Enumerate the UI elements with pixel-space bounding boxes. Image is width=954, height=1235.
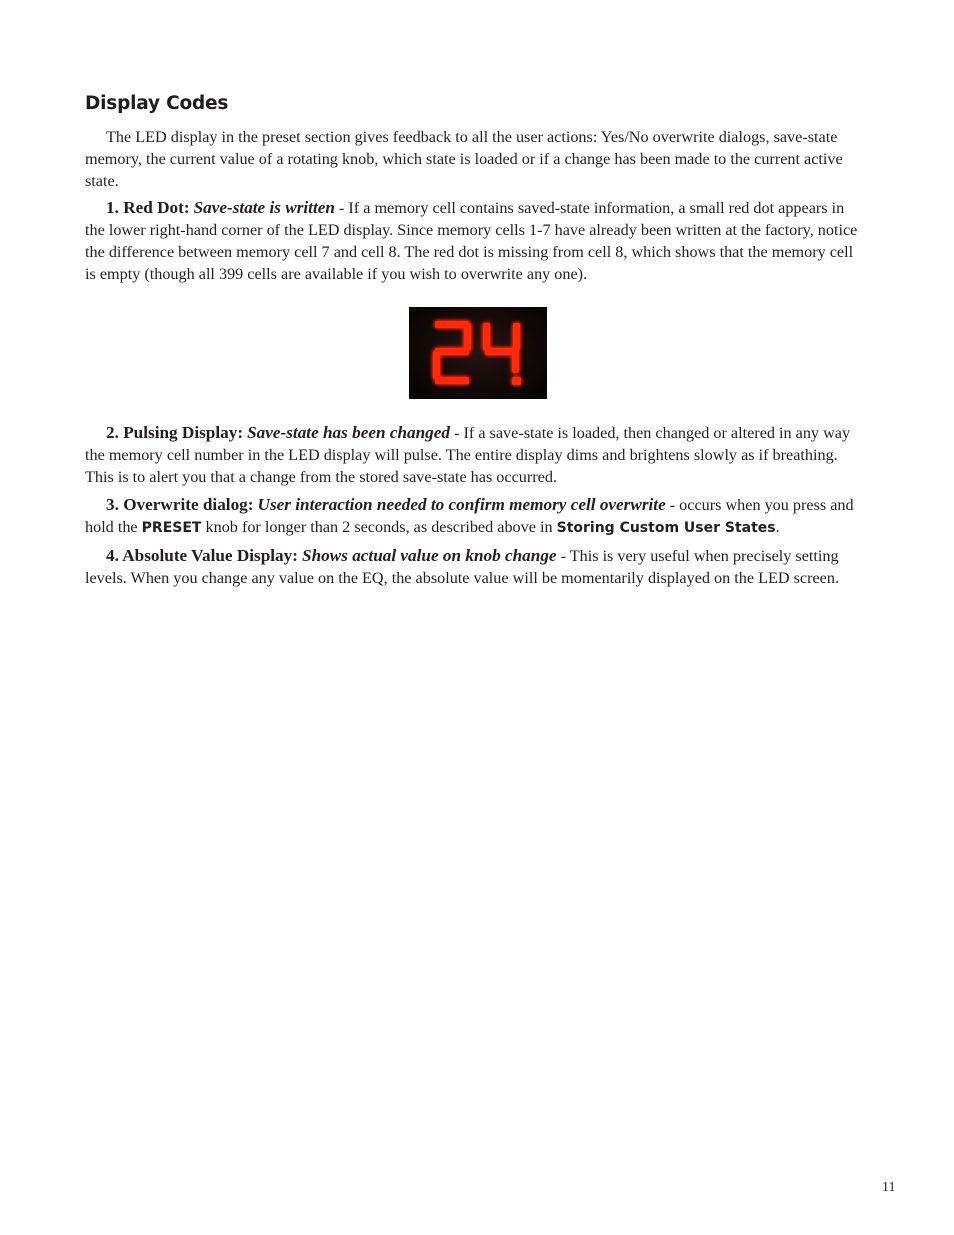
section-reference: Storing Custom User States bbox=[556, 520, 776, 536]
item-subtitle: Save-state is written bbox=[193, 198, 335, 217]
led-digit-2 bbox=[433, 321, 471, 384]
led-digits-graphic bbox=[409, 307, 547, 399]
led-digit-4 bbox=[483, 323, 520, 373]
item-label: 1. Red Dot: bbox=[106, 198, 190, 217]
item-text: - If a memory cell contains saved-state information, a small red dot appears in the lower right-hand corner of the LED display. Since memory cells 1-7 have already been written at the factory, notice the difference between memory cell 7 and cell 8. The red dot is missing from cell 8, which shows that the memory cell is empty (though all 399 cells are available if you wish to overwrite any one). bbox=[85, 199, 858, 283]
item-label: 3. Overwrite dialog: bbox=[106, 495, 254, 514]
item-subtitle: User interaction needed to confirm memory cell overwrite bbox=[257, 495, 666, 514]
preset-knob-name: PRESET bbox=[141, 520, 202, 536]
item-text: - If a save-state is loaded, then changed or altered in any way the memory cell number in the LED display will pulse. The entire display dims and brightens slowly as if breathing. This is to alert you that a change from the stored save-state has occurred. bbox=[85, 424, 851, 486]
item-subtitle: Save-state has been changed bbox=[247, 423, 451, 442]
item-label: 2. Pulsing Display: bbox=[106, 423, 244, 442]
page-number: 11 bbox=[882, 1180, 896, 1195]
intro-paragraph: The LED display in the preset section gives feedback to all the user actions: Yes/No overwrite dialogs, save-state memory, the current value of a rotating knob, which state is loaded or if a change has been made to the current active state. bbox=[85, 128, 843, 190]
item-text: knob for longer than 2 seconds, as described above in bbox=[201, 518, 557, 536]
item-label: 4. Absolute Value Display: bbox=[106, 546, 298, 565]
item-text: - occurs when you press and hold the bbox=[85, 496, 854, 536]
item-subtitle: Shows actual value on knob change bbox=[302, 546, 557, 565]
section-heading: Display Codes bbox=[85, 93, 229, 114]
led-red-dot bbox=[512, 377, 521, 385]
red-dot-paragraph bbox=[85, 197, 858, 285]
led-display-photo bbox=[409, 307, 547, 399]
pulsing-display-paragraph bbox=[85, 422, 858, 488]
item-text: - This is very useful when precisely setting levels. When you change any value on the EQ, the absolute value will be momentarily displayed on the LED screen. bbox=[85, 547, 839, 587]
overwrite-dialog-paragraph bbox=[85, 494, 858, 539]
absolute-value-paragraph bbox=[85, 545, 858, 589]
item-text: . bbox=[775, 518, 780, 536]
